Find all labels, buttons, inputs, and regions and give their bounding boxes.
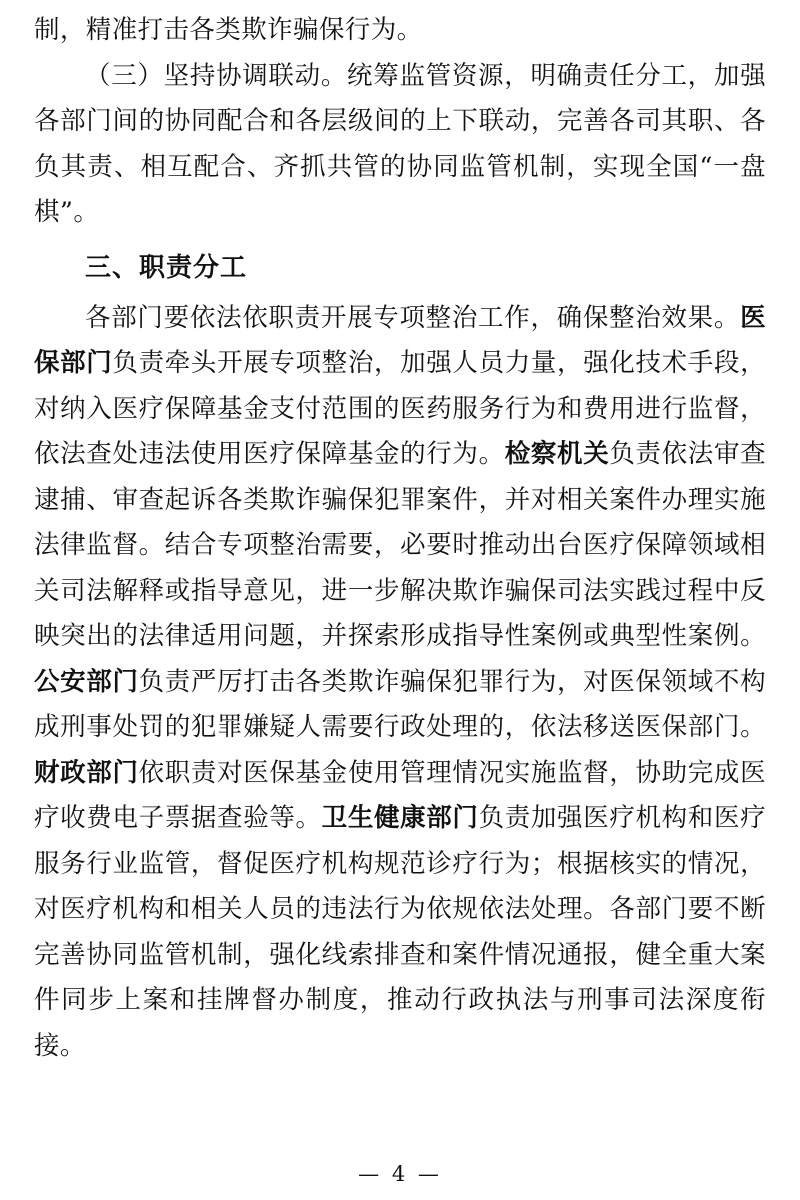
duty-org-medical-insurance: 医保部门 [34, 302, 766, 378]
duty-text-medical-insurance: 负责牵头开展专项整治，加强人员力量，强化技术手段，对纳入医疗保障基金支付范围的医药服务行为和费用进行监督，依法查处违法使用医疗保障基金的行为。 [34, 348, 766, 469]
duty-org-health: 卫生健康部门 [321, 803, 479, 833]
duty-text-procuratorate: 负责依法审查逮捕、审查起诉各类欺诈骗保犯罪案件，并对相关案件办理实施法律监督。结合专项整治需要，必要时推动出台医疗保障领域相关司法解释或指导意见，进一步解决欺诈骗保司法实践过程中反映突出的法律适用问题，并探索形成指导性案例或典型性案例。 [34, 439, 767, 651]
page-number: — 4 — [358, 1162, 442, 1186]
paragraph-duties [34, 296, 766, 1070]
duty-text-finance: 依职责对医保基金使用管理情况实施监督，协助完成医疗收费电子票据查验等。 [34, 757, 766, 833]
document-body [34, 8, 766, 1069]
duty-text-public-security: 负责严厉打击各类欺诈骗保犯罪行为，对医保领域不构成刑事处罚的犯罪嫌疑人需要行政处理的，依法移送医保部门。 [34, 666, 766, 742]
duty-org-procuratorate: 检察机关 [504, 439, 610, 469]
duties-lead-in: 各部门要依法依职责开展专项整治工作，确保整治效果。 [85, 302, 741, 333]
section-heading-duties: 三、职责分工 [85, 252, 248, 283]
duty-text-health: 负责加强医疗机构和医疗服务行业监管，督促医疗机构规范诊疗行为；根据核实的情况，对医疗机构和相关人员的违法行为依规依法处理。各部门要不断完善协同监管机制，强化线索排查和案件情况通报，健全重大案件同步上案和挂牌督办制度，推动行政执法与刑事司法深度衔接。 [34, 803, 767, 1061]
paragraph-item-three: （三）坚持协调联动。统筹监管资源，明确责任分工，加强各部门间的协同配合和各层级间的上下联动，完善各司其职、各负其责、相互配合、齐抓共管的协同监管机制，实现全国“一盘棋”。 [34, 60, 766, 227]
duty-org-finance: 财政部门 [34, 757, 139, 788]
duty-org-public-security: 公安部门 [34, 666, 139, 697]
paragraph-continued: 制，精准打击各类欺诈骗保行为。 [34, 15, 423, 45]
